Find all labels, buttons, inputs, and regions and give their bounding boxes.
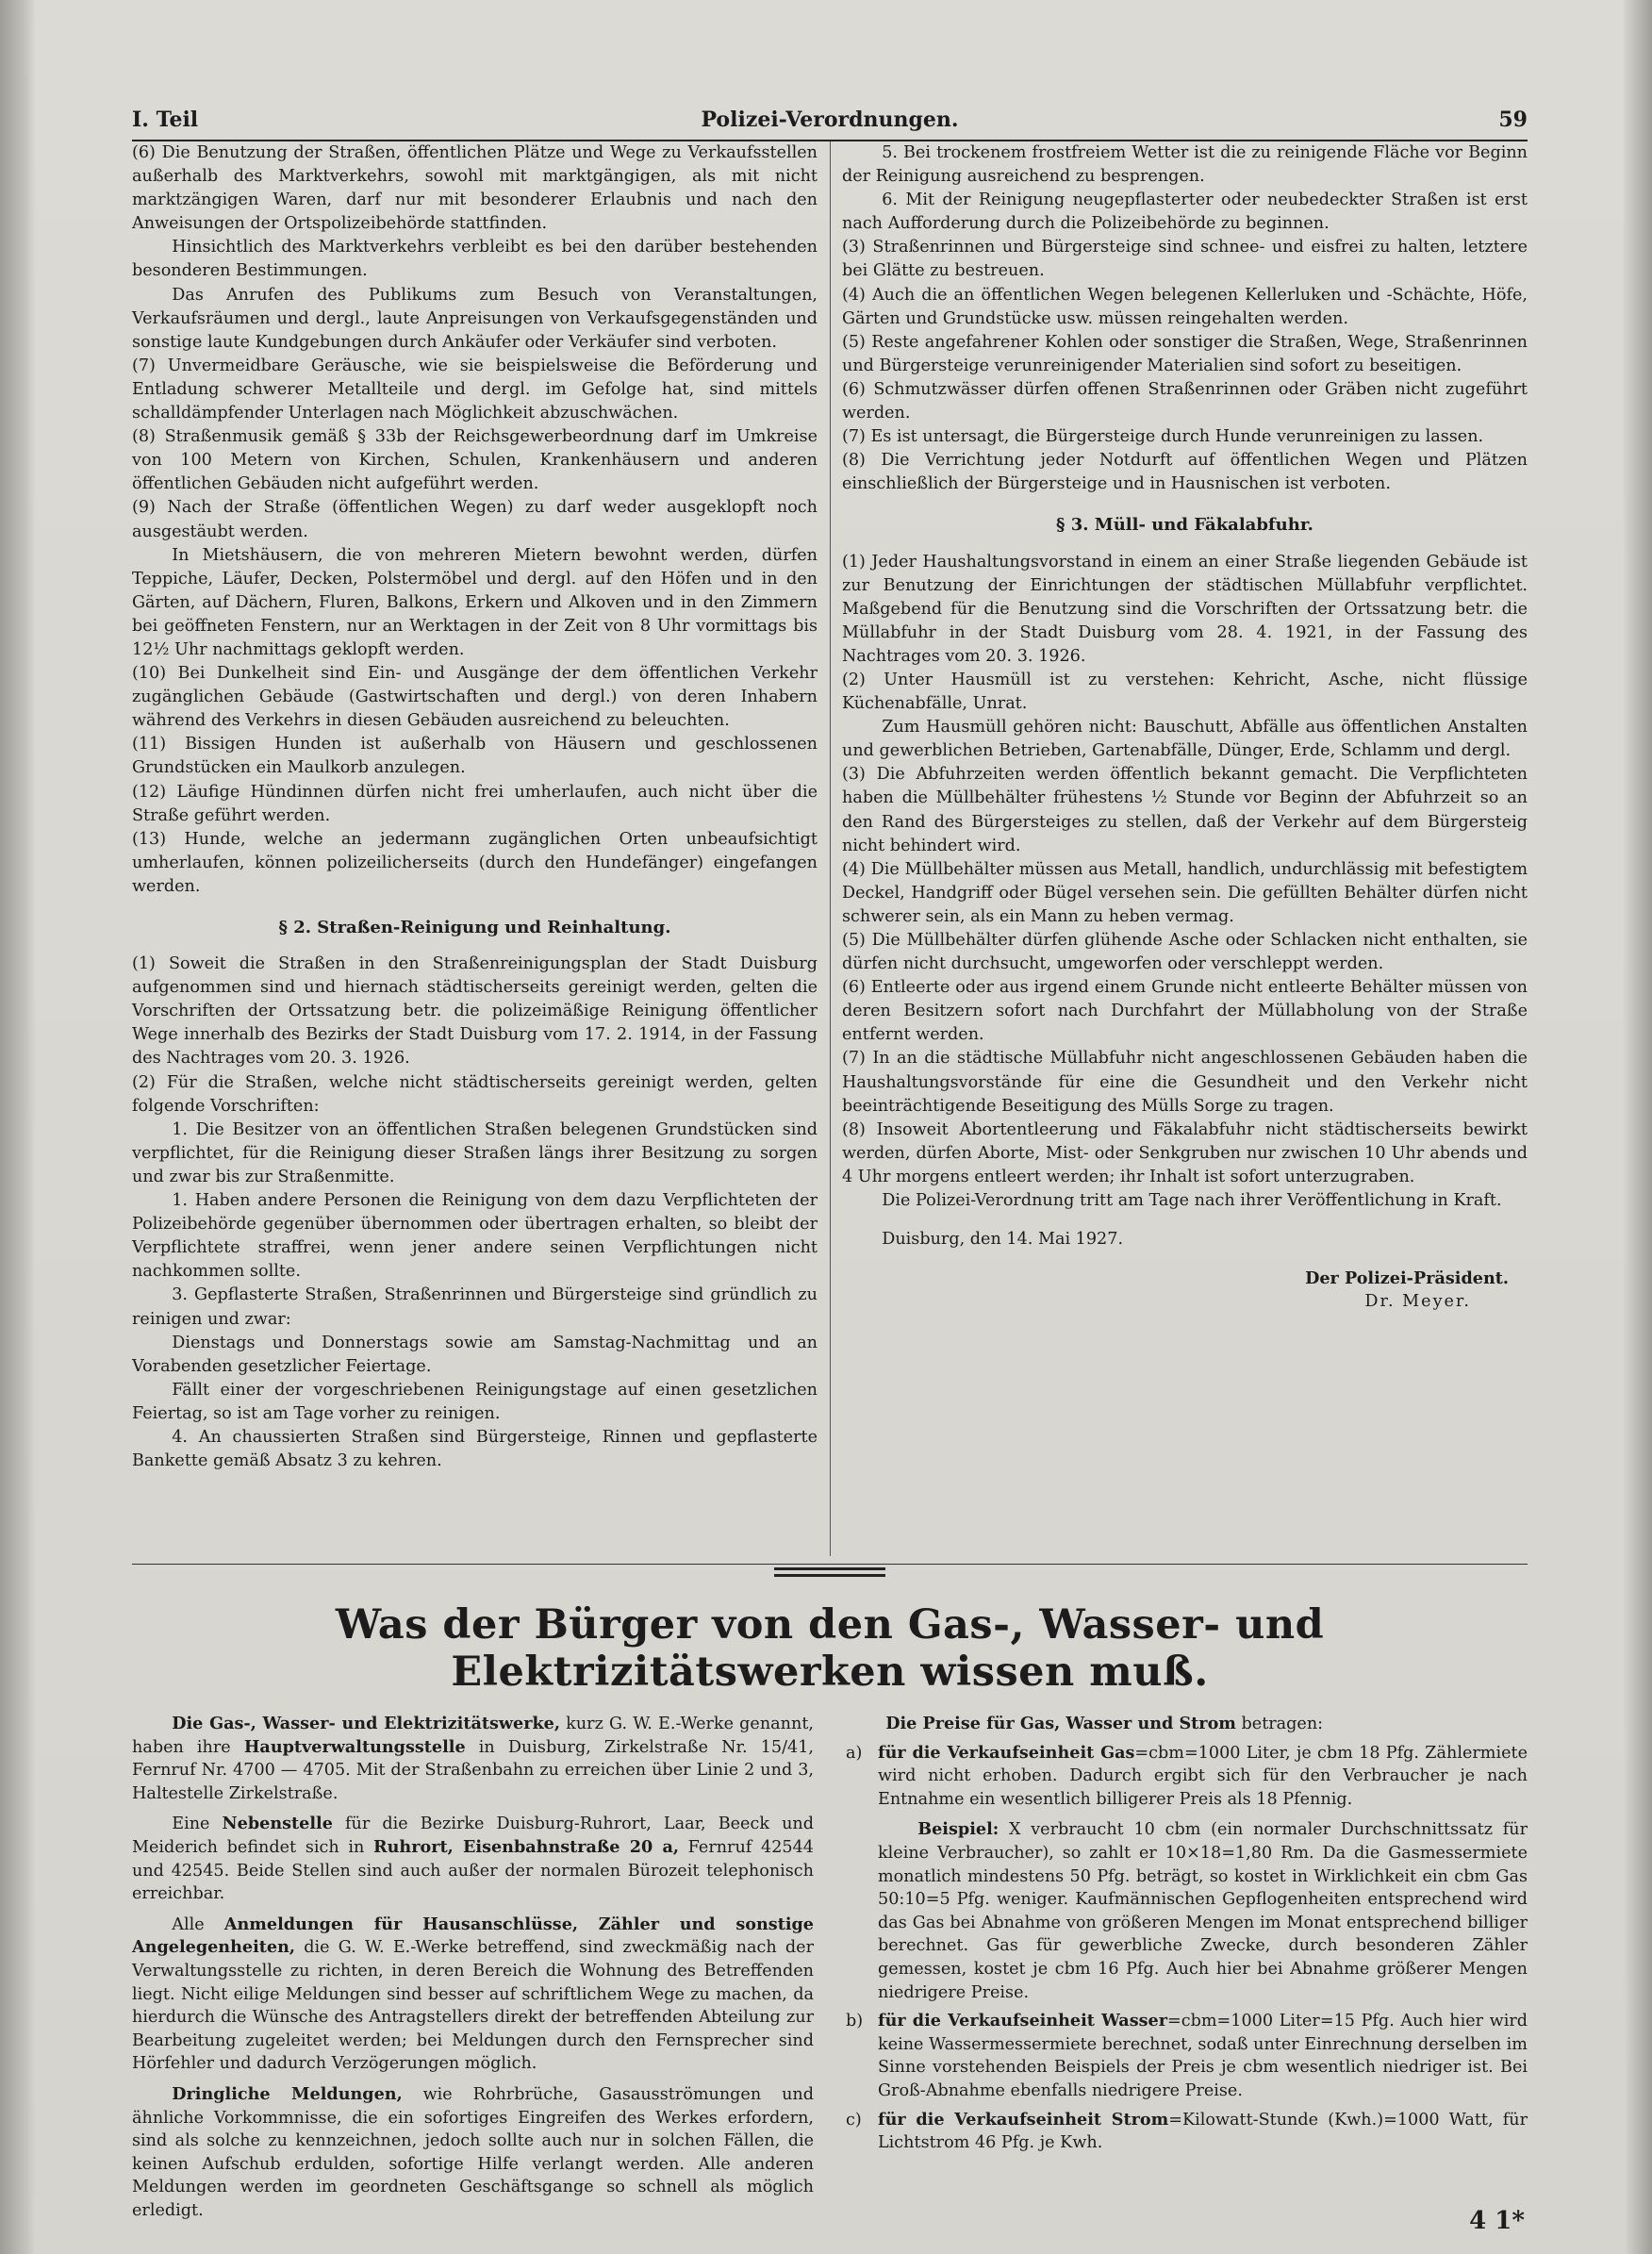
paragraph: 6. Mit der Reinigung neugepflasterter oder neubedeckter Straßen ist erst nach Aufforderung durch die Polizeibehörde zu beginnen. (842, 191, 1528, 234)
bold-run: Nebenstelle (222, 1814, 333, 1834)
paragraph: 4. An chaussierten Straßen sind Bürgersteige, Rinnen und gepflasterte Bankette gemäß Absatz 3 zu kehren. (132, 1427, 818, 1471)
paragraph: (4) Auch die an öffentlichen Wegen belegenen Kellerluken und -Schächte, Höfe, Gärten und Grundstücke usw. müssen reingehalten werden. (842, 285, 1528, 328)
text-run: Alle (172, 1914, 224, 1934)
paragraph: Fällt einer der vorgeschriebenen Reinigungstage auf einen gesetzlichen Feiertag, so ist am Tage vorher zu reinigen. (132, 1380, 818, 1423)
ordinance-columns (132, 141, 1528, 1556)
page-header (132, 102, 1528, 141)
price-item-gas (846, 1742, 1528, 2005)
paragraph (878, 2109, 1528, 2155)
price-item-water (846, 2010, 1528, 2102)
right-column (842, 141, 1528, 1556)
bold-run: für die Verkaufseinheit Wasser (878, 2011, 1167, 2031)
text-run: betragen: (1235, 1715, 1324, 1733)
paragraph: (4) Die Müllbehälter müssen aus Metall, handlich, undurchlässig mit befestigtem Deckel, Handgriff oder Bügel versehen sein. Die gefüllten Behälter dürfen nicht schwerer sein, als ein Mann zu heben vermag. (842, 859, 1528, 926)
paragraph: (3) Straßenrinnen und Bürgersteige sind schnee- und eisfrei zu halten, letztere bei Glätte zu bestreuen. (842, 238, 1528, 281)
text-run: Fernruf 42544 und 42545. Beide Stellen sind auch außer der normalen Bürozeit telephonisch erreichbar. (132, 1837, 814, 1904)
paragraph (878, 1742, 1528, 1812)
signature-name: Dr. Meyer. (1364, 1292, 1471, 1312)
paragraph: (7) Es ist untersagt, die Bürgersteige durch Hunde verunreinigen zu lassen. (842, 427, 1484, 447)
bold-run: Die Gas-, Wasser- und Elektrizitätswerke, (172, 1714, 560, 1733)
bold-run: Dringliche Meldungen, (172, 2083, 403, 2104)
signature-mark: 4 1* (1469, 2207, 1525, 2235)
paragraph: (5) Die Müllbehälter dürfen glühende Asche oder Schlacken nicht enthalten, sie dürfen nicht durchsucht, umgeworfen oder verschleppt werden. (842, 931, 1528, 974)
paragraph (132, 2083, 814, 2223)
divider-ornament (132, 1556, 1528, 1588)
left-column (132, 141, 818, 1556)
paragraph: (2) Für die Straßen, welche nicht städtischerseits gereinigt werden, gelten folgende Vorschriften: (132, 1072, 818, 1116)
paragraph: In Mietshäusern, die von mehreren Mietern bewohnt werden, dürfen Teppiche, Läufer, Decken, Polstermöbel und dergl. auf den Höfen und in den Gärten, auf Dächern, Fluren, Balkons, Erkern und Alkoven und in den Zimmern bei geöffneten Fenstern, nur an Werktagen in der Zeit von 8 Uhr vormittags bis 12½ Uhr nachmittags geklopft werden. (132, 545, 818, 659)
signature-title: Der Polizei-Präsident. (1305, 1268, 1509, 1289)
paragraph: (13) Hunde, welche an jedermann zugänglichen Orten unbeaufsichtigt umherlaufen, können polizeilicherseits (durch den Hundefänger) eingefangen werden. (132, 829, 818, 896)
paragraph: 5. Bei trockenem frostfreiem Wetter ist die zu reinigende Fläche vor Beginn der Reinigung ausreichend zu besprengen. (842, 143, 1528, 187)
paragraph: 3. Gepflasterte Straßen, Straßenrinnen und Bürgersteige sind gründlich zu reinigen und zwar: (132, 1285, 818, 1329)
bold-run: Beispiel: (917, 1819, 999, 1840)
paragraph: (10) Bei Dunkelheit sind Ein- und Ausgänge der dem öffentlichen Verkehr zugänglichen Gebäude (Gastwirtschaften und dergl.) von deren Inhabern während des Verkehrs in diesen Gebäuden ausreichend zu beleuchten. (132, 664, 818, 731)
article-left-column (132, 1713, 814, 2222)
paragraph (132, 1914, 814, 2076)
bold-run: für die Verkaufseinheit Strom (878, 2109, 1169, 2130)
page-number: 59 (1498, 108, 1528, 132)
section-label: I. Teil (132, 108, 199, 132)
paragraph: (2) Unter Hausmüll ist zu verstehen: Kehricht, Asche, nicht flüssige Küchenabfälle, Unrat. (842, 670, 1528, 714)
item-key: a) (846, 1743, 863, 1763)
text-run: für die Bezirke Duisburg-Ruhrort, Laar, Beeck und Meiderich befindet sich in (132, 1815, 814, 1857)
paragraph: (7) In an die städtische Müllabfuhr nicht angeschlossenen Gebäuden haben die Haushaltungsvorstände für eine die Gesundheit und den Verkehr nicht beeinträchtigende Beseitigung des Mülls Sorge zu tragen. (842, 1049, 1528, 1116)
paragraph: 1. Die Besitzer von an öffentlichen Straßen belegenen Grundstücken sind verpflichtet, für die Reinigung dieser Straßen längs ihrer Besitzung zu sorgen und zwar bis zur Straßenmitte. (132, 1119, 818, 1186)
item-key: c) (846, 2110, 862, 2130)
paragraph: Hinsichtlich des Marktverkehrs verbleibt es bei den darüber bestehenden besonderen Bestimmungen. (132, 238, 818, 281)
paragraph: (3) Die Abfuhrzeiten werden öffentlich bekannt gemacht. Die Verpflichteten haben die Müllbehälter frühestens ½ Stunde vor Beginn der Abfuhrzeit so an den Rand des Bürgersteiges zu stellen, daß der Verkehr auf dem Bürgersteig nicht behindert wird. (842, 765, 1528, 855)
article-columns (132, 1713, 1528, 2222)
paragraph: (5) Reste angefahrener Kohlen oder sonstiger die Straßen, Wege, Straßenrinnen und Bürgersteige verunreinigender Materialien sind sofort zu beseitigen. (842, 332, 1528, 375)
running-title: Polizei-Verordnungen. (701, 108, 959, 132)
text-run: in Duisburg, Zirkelstraße Nr. 15/41, Fernruf Nr. 4700 — 4705. Mit der Straßenbahn zu erreichen über Linie 2 und 3, Haltestelle Zirkelstraße. (132, 1737, 814, 1803)
paragraph: (9) Nach der Straße (öffentlichen Wegen) zu darf weder ausgeklopft noch ausgestäubt werden. (132, 498, 818, 541)
paragraph: (7) Unvermeidbare Geräusche, wie sie beispielsweise die Beförderung und Entladung schwerer Metallteile und dergl. im Gefolge hat, sind mittels schalldämpfender Unterlagen nach Möglichkeit abzuschwächen. (132, 356, 818, 423)
bold-run: Anmeldungen für Hausanschlüsse, Zähler und sonstige Angelegenheiten, (132, 1914, 815, 1958)
paragraph: (6) Die Benutzung der Straßen, öffentlichen Plätze und Wege zu Verkaufsstellen außerhalb des Marktverkehrs, sowohl mit marktgängigen, als mit nicht marktzängigen Waren, darf nur mit besonderer Erlaubnis und nach den Anweisungen der Ortspolizeibehörde stattfinden. (132, 143, 818, 234)
paragraph (846, 1713, 1528, 1736)
text-run: =Kilowatt-Stunde (Kwh.)=1000 Watt, für Lichtstrom 46 Pfg. je Kwh. (878, 2110, 1528, 2153)
item-body (878, 1742, 1528, 2005)
paragraph: Dienstags und Donnerstags sowie am Samstag-Nachmittag und an Vorabenden gesetzlicher Feiertage. (132, 1333, 818, 1376)
dateline: Duisburg, den 14. Mai 1927. (882, 1230, 1124, 1250)
paragraph: (8) Insoweit Abortentleerung und Fäkalabfuhr nicht städtischerseits bewirkt werden, dürfen Aborte, Mist- oder Senkgruben nur zwischen 10 Uhr abends und 4 Uhr morgens entleert werden; ihr Inhalt ist sofort unterzugraben. (842, 1119, 1528, 1186)
paragraph: 1. Haben andere Personen die Reinigung von dem dazu Verpflichteten der Polizeibehörde gegenüber übernommen oder übertragen erhalten, so bleibt der Verpflichtete straffrei, wenn jener andere seinen Verpflichtungen nicht nachkommen sollte. (132, 1191, 818, 1282)
text-run: wie Rohrbrüche, Gasausströmungen und ähnliche Vorkommnisse, die ein sofortiges Eingreifen des Werkes erfordern, sind als solche zu kennzeichnen, jedoch sollte auch nur in solchen Fällen, die keinen Aufschub erdulden, sofortige Hilfe verlangt werden. Alle anderen Meldungen werden im geordneten Geschäftsgange so schnell als möglich erledigt. (132, 2084, 814, 2220)
bold-run: Die Preise für Gas, Wasser und Strom (885, 1714, 1236, 1733)
article-right-column (846, 1713, 1528, 2222)
paragraph (132, 1813, 814, 1905)
text-run: Eine (172, 1815, 223, 1834)
paragraph: Das Anrufen des Publikums zum Besuch von Veranstaltungen, Verkaufsräumen und dergl., laute Anpreisungen von Verkaufsgegenständen und sonstige laute Kundgebungen durch Ankäufer oder Verkäufer sind verboten. (132, 285, 818, 352)
paragraph: (6) Schmutzwässer dürfen offenen Straßenrinnen oder Gräben nicht zugeführt werden. (842, 379, 1528, 423)
paragraph: (8) Die Verrichtung jeder Notdurft auf öffentlichen Wegen und Plätzen einschließlich der Bürgersteige und in Hausnischen ist verboten. (842, 451, 1528, 494)
paragraph: (11) Bissigen Hunden ist außerhalb von Häusern und geschlossenen Grundstücken ein Maulkorb anzulegen. (132, 735, 818, 778)
text-run: kurz G. W. E.-Werke genannt, haben ihre (132, 1715, 814, 1757)
bold-run: Hauptverwaltungsstelle (243, 1736, 466, 1757)
text-run: =cbm=1000 Liter, je cbm 18 Pfg. Zählermiete wird nicht erhoben. Dadurch ergibt sich für den Verbraucher je nach Entnahme ein wesentlich billigerer Preis als 18 Pfennig. (878, 1743, 1528, 1809)
item-key: b) (846, 2012, 864, 2031)
paragraph: Die Polizei-Verordnung tritt am Tage nach ihrer Veröffentlichung in Kraft. (882, 1191, 1502, 1211)
ornament-center (774, 1567, 885, 1577)
text-run: X verbraucht 10 cbm (ein normaler Durchschnittssatz für kleine Verbraucher), so zahlt er 10×18=1,80 Rm. Da die Gasmessermiete monatlich mindestens 50 Pfg. beträgt, so kostet in Wirklichkeit ein cbm Gas 50:10=5 Pfg. weniger. Kaufmännischen Gepflogenheiten entsprechend wird das Gas bei Abnahme von größeren Mengen im Monat entsprechend billiger berechnet. Gas für gewerbliche Zwecke, durch besonderen Zähler gemessen, kostet je cbm 16 Pfg. Auch hier bei Abnahme größerer Mengen niedrigere Preise. (878, 1820, 1528, 2002)
section-heading-3: § 3. Müll- und Fäkalabfuhr. (1056, 515, 1313, 536)
article-headline: Was der Bürger von den Gas-, Wasser- und Elektrizitätswerken wissen muß. (335, 1601, 1325, 1696)
text-run: =cbm=1000 Liter=15 Pfg. Auch hier wird keine Wassermessermiete berechnet, sodaß unter Einrechnung derselben im Sinne vorstehenden Beispiels der Preis je cbm wesentlich niedriger ist. Bei Groß-Abnahme ebenfalls niedrigere Preise. (878, 2012, 1528, 2100)
paragraph (878, 1818, 1528, 2004)
bold-run: Ruhrort, Eisenbahnstraße 20 a, (373, 1836, 679, 1857)
paragraph: (1) Jeder Haushaltungsvorstand in einem an einer Straße liegenden Gebäude ist zur Benutzung der Einrichtungen der städtischen Müllabfuhr verpflichtet. Maßgebend für die Benutzung sind die Vorschriften der Ortssatzung betr. die Müllabfuhr in der Stadt Duisburg vom 28. 4. 1921, in der Fassung des Nachtrages vom 20. 3. 1926. (842, 552, 1528, 666)
bold-run: für die Verkaufseinheit Gas (878, 1742, 1135, 1763)
section-heading-2: § 2. Straßen-Reinigung und Reinhaltung. (278, 918, 671, 937)
paragraph (878, 2010, 1528, 2102)
price-item-power (846, 2109, 1528, 2155)
paragraph: (12) Läufige Hündinnen dürfen nicht frei umherlaufen, auch nicht über die Straße geführt werden. (132, 782, 818, 825)
paragraph: Zum Hausmüll gehören nicht: Bauschutt, Abfälle aus öffentlichen Anstalten und gewerblichen Betrieben, Gartenabfälle, Dünger, Erde, Schlamm und dergl. (842, 718, 1528, 761)
paragraph: (1) Soweit die Straßen in den Straßenreinigungsplan der Stadt Duisburg aufgenommen sind und hiernach städtischerseits gereinigt werden, gelten die Vorschriften der Ortssatzung betr. die polizeimäßige Reinigung öffentlicher Wege innerhalb des Bezirks der Stadt Duisburg vom 17. 2. 1914, in der Fassung des Nachtrages vom 20. 3. 1926. (132, 954, 818, 1069)
text-run: die G. W. E.-Werke betreffend, sind zweckmäßig nach der Verwaltungsstelle zu richten, in deren Bereich die Wohnung des Betreffenden liegt. Nicht eilige Meldungen sind besser auf schriftlichem Wege zu machen, da hierdurch die Wünsche des Antragstellers direkt der betreffenden Abteilung zur Bearbeitung zugeleitet werden; bei Meldungen durch den Fernsprecher sind Hörfehler und dadurch Verzögerungen möglich. (132, 1938, 814, 2074)
column-divider (830, 141, 831, 1556)
paragraph: (8) Straßenmusik gemäß § 33b der Reichsgewerbeordnung darf im Umkreise von 100 Metern von Kirchen, Schulen, Krankenhäusern und anderen öffentlichen Gebäuden nicht aufgeführt werden. (132, 427, 818, 494)
rule-line (132, 1564, 1528, 1565)
paragraph: (6) Entleerte oder aus irgend einem Grunde nicht entleerte Behälter müssen von deren Besitzern sofort nach Durchfahrt der Müllabholung von der Straße entfernt werden. (842, 978, 1528, 1045)
paragraph (132, 1713, 814, 1805)
